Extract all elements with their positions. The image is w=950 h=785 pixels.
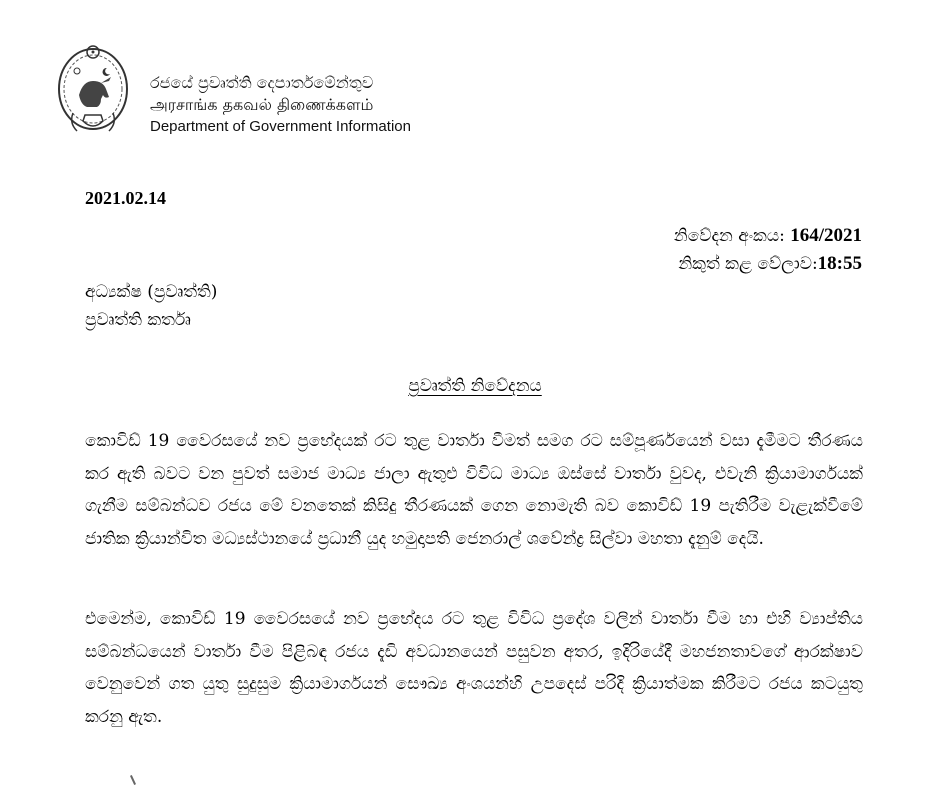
- release-time: [674, 250, 862, 278]
- addressee: [85, 278, 217, 334]
- release-number: [674, 222, 862, 250]
- body-paragraph-1: කොවිඩ් 19 වෛරසයේ නව ප්‍රභේදයක් රට තුළ වාර්තා වීමත් සමග රට සම්පූර්ණයෙන් වසා දැමීමට තීරණය කර ඇති බවට වන පුවත් සමාජ මාධ්‍ය ජාලා ඇතුළු විවිධ මාධ්‍ය ඔස්සේ වාර්තා වුවද, එවැනි ක්‍රියාමාර්ගයක් ගැනීම සම්බන්ධව රජය මේ වනතෙක් කිසිදු තීරණයක් ගෙන නොමැති බව කොවිඩ් 19 පැතිරීම වැළැක්වීමේ ජාතික ක්‍රියාන්විත මධ්‍යස්ථානයේ ප්‍රධානී යුද හමුදාපති ජෙනරාල් ශවේන්ද්‍ර සිල්වා මහතා දැනුම් දෙයි.: [85, 431, 863, 549]
- release-meta: [674, 222, 862, 278]
- sri-lanka-emblem-icon: [55, 43, 131, 143]
- scan-mark: [130, 775, 136, 785]
- document-title-text: ප්‍රවෘත්ති නිවේදනය: [408, 376, 542, 396]
- release-time-value: 18:55: [817, 253, 862, 274]
- body-paragraph-2: එමෙන්ම, කොවිඩ් 19 වෛරසයේ නව ප්‍රභේදය රට තුළ විවිධ ප්‍රදේශ වලින් වාර්තා වීම හා එහි ව්‍යාප්තිය සම්බන්ධයෙන් වාර්තා වීම පිළිබඳ රජය දැඩි අවධානයෙන් පසුවන අතර, ඉදිරියේදී මහජනතාවගේ ආරක්ෂාව වෙනුවෙන් ගත යුතු සුදුසුම ක්‍රියාමාර්ගයන් සෞඛ්‍ය අංශයන්හි උපදෙස් පරිදි ක්‍රියාත්මක කිරීමට රජය කටයුතු කරනු ඇත.: [85, 609, 863, 727]
- release-time-label: නිකුත් කළ වේලාව:: [678, 254, 818, 274]
- department-name-sinhala: රජයේ ප්‍රවෘත්ති දෙපාර්තමේන්තුව: [150, 73, 374, 92]
- release-number-value: 164/2021: [790, 225, 862, 246]
- department-names: [150, 72, 411, 138]
- addressee-line-2: ප්‍රවෘත්ති කර්තෘ: [85, 310, 191, 330]
- department-name-english: Department of Government Information: [150, 118, 411, 135]
- release-date: 2021.02.14: [85, 188, 166, 208]
- department-name-tamil: அரசாங்க தகவல் திணைக்களம்: [150, 95, 374, 114]
- document-title: [0, 376, 950, 396]
- addressee-line-1: අධ්‍යක්ෂ (ප්‍රවෘත්ති): [85, 282, 218, 302]
- letterhead: [55, 38, 475, 148]
- release-number-label: නිවේදන අංකය:: [673, 226, 791, 246]
